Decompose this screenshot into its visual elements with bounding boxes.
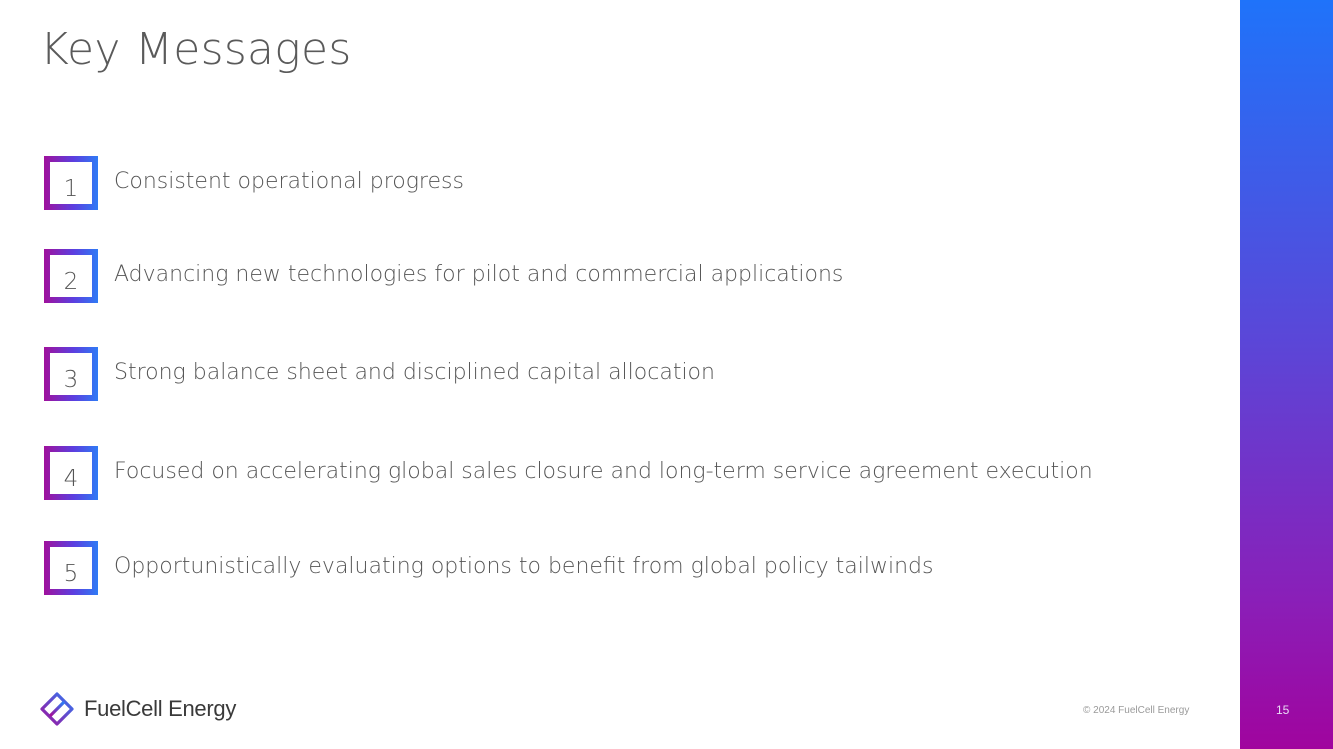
message-text: Advancing new technologies for pilot and commercial applications [114,261,844,287]
logo-text: FuelCell Energy [84,696,237,721]
fuelcell-diamond-logo-icon [40,692,74,726]
list-item [44,347,1194,401]
number-badge-label: 3 [50,353,92,395]
number-badge-label: 1 [50,162,92,204]
page-number: 15 [1276,703,1290,717]
list-item [44,446,1194,500]
message-text: Opportunistically evaluating options to benefit from global policy tailwinds [114,553,934,579]
number-badge [44,249,98,303]
copyright-text: © 2024 FuelCell Energy [1083,705,1190,716]
list-item [44,156,1194,210]
list-item [44,249,1194,303]
number-badge [44,541,98,595]
number-badge [44,347,98,401]
number-badge-label: 5 [50,547,92,589]
message-text: Strong balance sheet and disciplined capital allocation [114,359,715,385]
number-badge [44,446,98,500]
page-title: Key Messages [40,24,352,75]
number-badge-label: 2 [50,255,92,297]
company-logo [40,692,236,726]
message-text: Focused on accelerating global sales closure and long-term service agreement execution [114,458,1093,484]
number-badge-label: 4 [50,452,92,494]
number-badge [44,156,98,210]
gradient-side-band [1240,0,1333,749]
message-text: Consistent operational progress [114,168,464,194]
list-item [44,541,1194,595]
